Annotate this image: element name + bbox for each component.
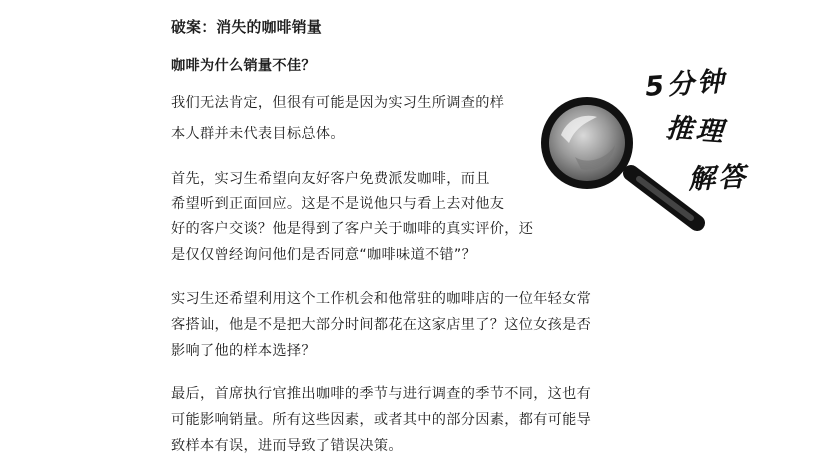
magnifying-glass-icon: [531, 95, 711, 245]
paragraph-2-line-4: 是仅仅曾经询问他们是否同意“咖啡味道不错”？: [171, 247, 477, 263]
badge-line-2: 推理: [664, 112, 727, 149]
paragraph-2-line-1: 首先，实习生希望向友好客户免费派发咖啡，而且: [171, 171, 490, 187]
paragraph-3-line-2: 客搭讪，他是不是把大部分时间都花在这家店里了？这位女孩是否: [171, 317, 592, 333]
paragraph-3-line-3: 影响了他的样本选择？: [171, 343, 316, 359]
badge-line-1: 5分钟: [644, 66, 728, 103]
paragraph-3-line-1: 实习生还希望利用这个工作机会和他常驻的咖啡店的一位年轻女常: [171, 291, 592, 307]
paragraph-4-line-1: 最后，首席执行官推出咖啡的季节与进行调查的季节不同，这也有: [171, 386, 592, 402]
paragraph-2-line-2: 希望听到正面回应。这是不是说他只与看上去对他友: [171, 196, 505, 212]
badge-line-3: 解答: [687, 161, 749, 196]
paragraph-2-line-3: 好的客户交谈？他是得到了客户关于咖啡的真实评价，还: [171, 221, 534, 237]
paragraph-1-line-1: 我们无法肯定，但很有可能是因为实习生所调查的样: [171, 95, 505, 111]
paragraph-1-line-2: 本人群并未代表目标总体。: [171, 126, 345, 142]
question-heading: 咖啡为什么销量不佳？: [171, 58, 316, 74]
paragraph-4-line-2: 可能影响销量。所有这些因素，或者其中的部分因素，都有可能导: [171, 412, 592, 428]
page-title: 破案：消失的咖啡销量: [171, 19, 322, 36]
paragraph-4-line-3: 致样本有误，进而导致了错误决策。: [171, 438, 403, 454]
